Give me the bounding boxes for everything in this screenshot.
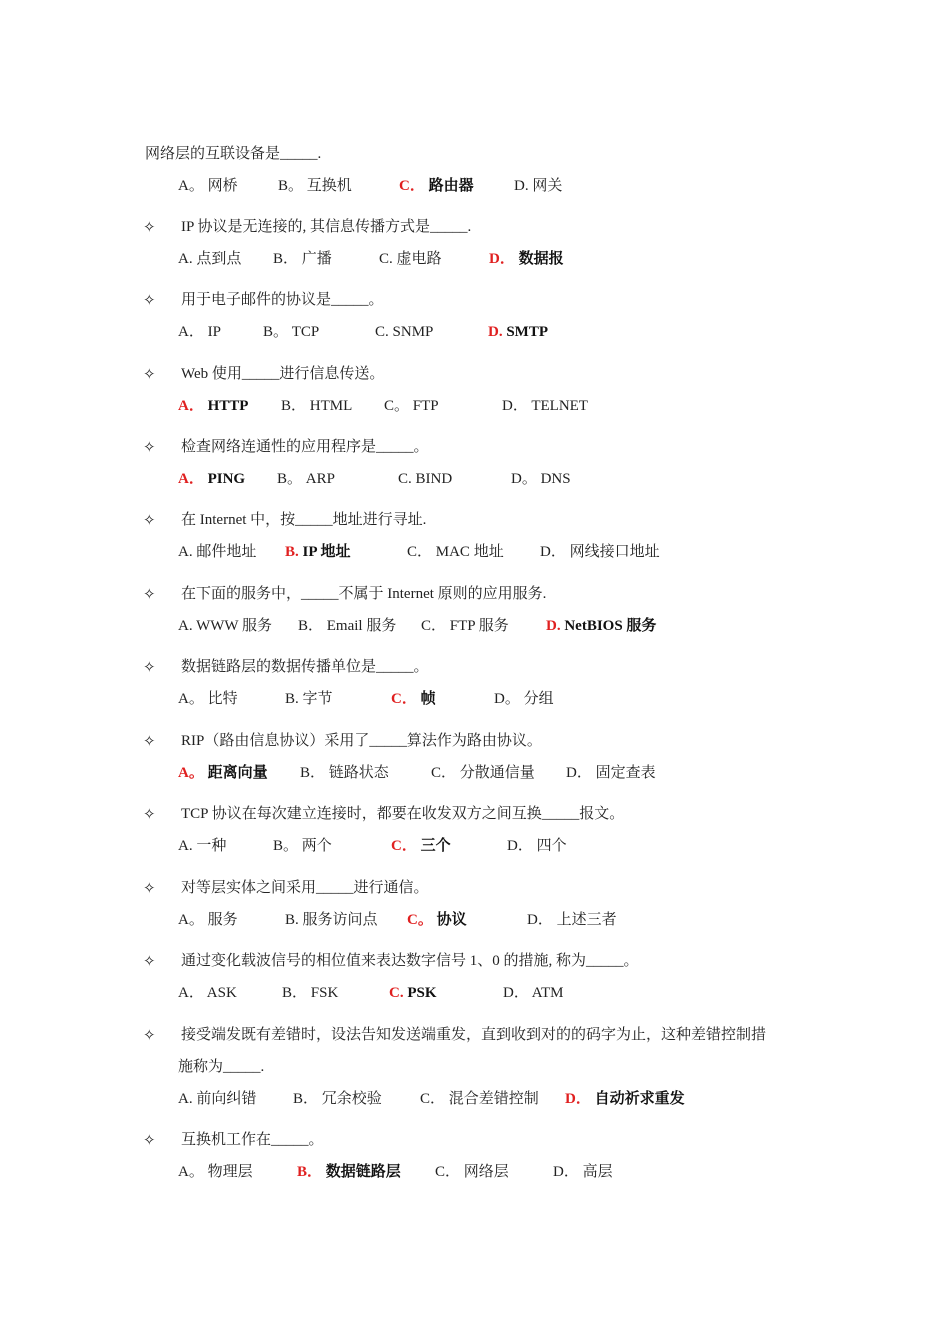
correct-answer-option (285, 541, 350, 563)
option-text: WWW 服务 (196, 618, 273, 634)
option-letter: A。 (178, 765, 204, 781)
option-letter: A． (178, 471, 204, 487)
answer-option (384, 395, 439, 417)
option-letter: C． (407, 544, 433, 560)
option-letter: C． (420, 1091, 446, 1107)
option-text: 自动祈求重发 (594, 1091, 685, 1107)
option-row (0, 982, 950, 1004)
correct-answer-option (178, 395, 248, 417)
correct-answer-option (489, 248, 564, 270)
option-letter: D． (503, 985, 529, 1001)
question-text: 施称为_____. (178, 1059, 265, 1075)
option-text: NetBIOS 服务 (564, 618, 657, 634)
answer-option (503, 982, 563, 1004)
answer-option (178, 615, 272, 637)
question-text: RIP（路由信息协议）采用了_____算法作为路由协议。 (181, 733, 542, 749)
option-letter: D． (489, 251, 515, 267)
answer-option (398, 468, 452, 490)
answer-option (553, 1161, 613, 1183)
answer-option (540, 541, 660, 563)
option-letter: B． (297, 1164, 323, 1180)
option-row (0, 688, 950, 710)
question-text: 对等层实体之间采用_____进行通信。 (181, 880, 429, 896)
answer-option (293, 1088, 382, 1110)
answer-option (285, 909, 378, 931)
option-text: DNS (540, 471, 571, 487)
option-text: 固定查表 (595, 765, 656, 781)
option-text: TCP (291, 324, 320, 340)
question-text: IP 协议是无连接的, 其信息传播方式是_____. (181, 219, 472, 235)
option-text: BIND (415, 471, 453, 487)
option-text: ASK (206, 985, 237, 1001)
option-letter: B. (285, 912, 299, 928)
correct-answer-option (178, 468, 245, 490)
answer-option (407, 541, 504, 563)
option-text: 分组 (523, 691, 554, 707)
option-letter: D. (514, 178, 529, 194)
option-text: 虚电路 (396, 251, 442, 267)
option-text: SMTP (506, 324, 549, 340)
correct-answer-option (389, 982, 437, 1004)
option-text: PING (207, 471, 246, 487)
option-text: ARP (305, 471, 335, 487)
option-letter: C. (379, 251, 393, 267)
option-text: 数据链路层 (325, 1164, 401, 1180)
option-letter: B。 (277, 471, 303, 487)
option-letter: D. (488, 324, 503, 340)
option-letter: C。 (384, 398, 410, 414)
answer-option (431, 762, 535, 784)
option-text: TELNET (531, 398, 588, 414)
answer-option (178, 688, 238, 710)
option-text: 前向纠错 (196, 1091, 257, 1107)
correct-answer-option (565, 1088, 685, 1110)
answer-option (281, 395, 352, 417)
option-text: 网线接口地址 (569, 544, 660, 560)
option-letter: B。 (273, 838, 299, 854)
option-letter: C. (398, 471, 412, 487)
option-letter: B。 (263, 324, 289, 340)
answer-option (263, 321, 319, 343)
option-text: 网桥 (207, 178, 238, 194)
option-row (0, 468, 950, 490)
option-letter: A。 (178, 1164, 204, 1180)
option-row (0, 248, 950, 270)
correct-answer-option (391, 835, 451, 857)
option-letter: A. (178, 618, 193, 634)
question-text: 互换机工作在_____。 (181, 1132, 324, 1148)
answer-option (178, 982, 237, 1004)
option-letter: B. (285, 544, 299, 560)
diamond-bullet-icon: ✧ (143, 438, 156, 456)
option-text: 邮件地址 (196, 544, 257, 560)
option-text: PSK (407, 985, 437, 1001)
diamond-bullet-icon: ✧ (143, 511, 156, 529)
answer-option (420, 1088, 539, 1110)
option-letter: A。 (178, 691, 204, 707)
option-letter: B． (293, 1091, 319, 1107)
answer-option (178, 248, 241, 270)
question-text: 在下面的服务中，_____不属于 Internet 原则的应用服务. (181, 586, 547, 602)
answer-option (494, 688, 554, 710)
option-letter: D． (507, 838, 533, 854)
option-letter: B． (282, 985, 308, 1001)
answer-option (277, 468, 335, 490)
option-letter: A。 (178, 178, 204, 194)
answer-option (300, 762, 389, 784)
answer-option (566, 762, 656, 784)
answer-option (178, 1088, 256, 1110)
option-text: ATM (531, 985, 564, 1001)
question-text: 接受端发既有差错时，设法告知发送端重发，直到收到对的的码字为止，这种差错控制措 (181, 1027, 767, 1043)
option-text: IP (207, 324, 221, 340)
answer-option (178, 835, 226, 857)
option-text: FSK (310, 985, 339, 1001)
option-letter: D. (546, 618, 561, 634)
question-text: Web 使用_____进行信息传送。 (181, 366, 385, 382)
diamond-bullet-icon: ✧ (143, 732, 156, 750)
diamond-bullet-icon: ✧ (143, 1026, 156, 1044)
option-letter: A. (178, 838, 193, 854)
option-letter: B． (298, 618, 324, 634)
question-text: 在 Internet 中，按_____地址进行寻址. (181, 512, 427, 528)
option-text: 一种 (196, 838, 227, 854)
option-letter: D． (566, 765, 592, 781)
diamond-bullet-icon: ✧ (143, 952, 156, 970)
answer-option (282, 982, 338, 1004)
option-text: 协议 (436, 912, 467, 928)
answer-option (375, 321, 433, 343)
option-row (0, 541, 950, 563)
option-text: 四个 (536, 838, 567, 854)
option-letter: C. (375, 324, 389, 340)
option-text: FTP (412, 398, 439, 414)
option-row (0, 615, 950, 637)
option-text: 冗余校验 (321, 1091, 382, 1107)
answer-option (178, 175, 238, 197)
option-text: 高层 (582, 1164, 613, 1180)
option-letter: D． (502, 398, 528, 414)
option-letter: D． (565, 1091, 591, 1107)
answer-option (507, 835, 567, 857)
option-text: 字节 (302, 691, 333, 707)
answer-option (514, 175, 562, 197)
answer-option (511, 468, 571, 490)
option-letter: C． (435, 1164, 461, 1180)
option-text: SNMP (392, 324, 434, 340)
option-text: Email 服务 (326, 618, 397, 634)
option-text: 路由器 (428, 178, 474, 194)
diamond-bullet-icon: ✧ (143, 218, 156, 236)
correct-answer-option (488, 321, 548, 343)
option-text: 帧 (420, 691, 436, 707)
correct-answer-option (407, 909, 467, 931)
option-text: 上述三者 (556, 912, 617, 928)
option-text: 点到点 (196, 251, 242, 267)
answer-option (298, 615, 396, 637)
option-text: 两个 (301, 838, 332, 854)
option-row (0, 321, 950, 343)
option-letter: D。 (511, 471, 537, 487)
option-text: 物理层 (207, 1164, 253, 1180)
option-row (0, 175, 950, 197)
correct-answer-option (297, 1161, 401, 1183)
option-row (0, 1161, 950, 1183)
option-text: 数据报 (518, 251, 564, 267)
question-text: 检查网络连通性的应用程序是_____。 (181, 439, 429, 455)
option-text: HTTP (207, 398, 249, 414)
option-letter: B． (273, 251, 299, 267)
option-letter: A。 (178, 912, 204, 928)
option-text: 网络层 (463, 1164, 509, 1180)
answer-option (527, 909, 617, 931)
option-text: MAC 地址 (435, 544, 504, 560)
answer-option (178, 321, 221, 343)
option-letter: B。 (278, 178, 304, 194)
option-text: 服务 (207, 912, 238, 928)
answer-option (273, 835, 332, 857)
answer-option (273, 248, 332, 270)
option-letter: D。 (494, 691, 520, 707)
answer-option (178, 1161, 253, 1183)
option-letter: A． (178, 324, 204, 340)
option-text: FTP 服务 (449, 618, 509, 634)
question-text: 网络层的互联设备是_____. (145, 146, 322, 162)
option-letter: D． (540, 544, 566, 560)
option-letter: C． (431, 765, 457, 781)
option-row (0, 762, 950, 784)
option-letter: B. (285, 691, 299, 707)
answer-option (285, 688, 333, 710)
option-text: 混合差错控制 (448, 1091, 539, 1107)
answer-option (379, 248, 442, 270)
answer-option (421, 615, 509, 637)
option-letter: C． (421, 618, 447, 634)
diamond-bullet-icon: ✧ (143, 805, 156, 823)
option-text: 互换机 (306, 178, 352, 194)
diamond-bullet-icon: ✧ (143, 585, 156, 603)
answer-option (178, 541, 256, 563)
option-letter: D． (527, 912, 553, 928)
diamond-bullet-icon: ✧ (143, 879, 156, 897)
option-letter: C． (391, 691, 417, 707)
question-text: 数据链路层的数据传播单位是_____。 (181, 659, 429, 675)
option-letter: D． (553, 1164, 579, 1180)
correct-answer-option (399, 175, 474, 197)
option-text: 网关 (532, 178, 563, 194)
option-row (0, 835, 950, 857)
diamond-bullet-icon: ✧ (143, 1131, 156, 1149)
answer-option (435, 1161, 509, 1183)
option-letter: A． (178, 398, 204, 414)
option-letter: A. (178, 251, 193, 267)
option-text: 广播 (301, 251, 332, 267)
answer-option (178, 909, 238, 931)
option-letter: C。 (407, 912, 433, 928)
question-text: 用于电子邮件的协议是_____。 (181, 292, 384, 308)
option-letter: B． (300, 765, 326, 781)
option-text: HTML (309, 398, 353, 414)
option-letter: A. (178, 544, 193, 560)
answer-option (502, 395, 588, 417)
option-text: IP 地址 (302, 544, 351, 560)
correct-answer-option (546, 615, 656, 637)
correct-answer-option (391, 688, 436, 710)
option-letter: A． (178, 985, 204, 1001)
answer-option (278, 175, 352, 197)
option-letter: B． (281, 398, 307, 414)
option-row (0, 909, 950, 931)
option-row (0, 1088, 950, 1110)
option-letter: C． (391, 838, 417, 854)
option-letter: A. (178, 1091, 193, 1107)
option-text: 服务访问点 (302, 912, 378, 928)
option-text: 距离向量 (207, 765, 268, 781)
diamond-bullet-icon: ✧ (143, 658, 156, 676)
option-row (0, 395, 950, 417)
option-text: 链路状态 (328, 765, 389, 781)
option-letter: C． (399, 178, 425, 194)
option-text: 比特 (207, 691, 238, 707)
diamond-bullet-icon: ✧ (143, 365, 156, 383)
option-text: 三个 (420, 838, 451, 854)
diamond-bullet-icon: ✧ (143, 291, 156, 309)
question-text: TCP 协议在每次建立连接时，都要在收发双方之间互换_____报文。 (181, 806, 625, 822)
option-letter: C. (389, 985, 404, 1001)
option-text: 分散通信量 (459, 765, 535, 781)
correct-answer-option (178, 762, 268, 784)
question-text: 通过变化载波信号的相位值来表达数字信号 1、0 的措施, 称为_____。 (181, 953, 639, 969)
